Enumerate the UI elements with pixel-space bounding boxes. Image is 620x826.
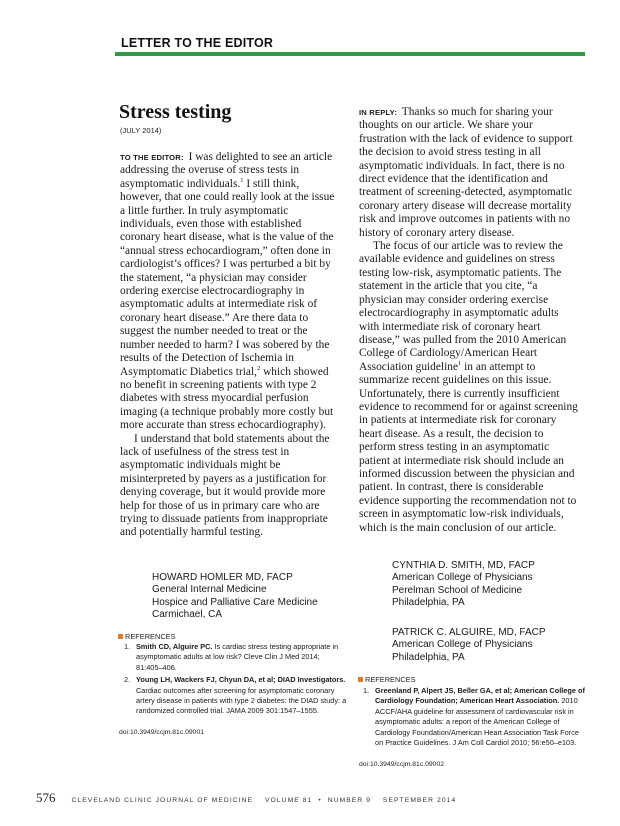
reference-item bbox=[119, 675, 347, 717]
page-number: 576 bbox=[36, 790, 56, 805]
reply-text: The focus of our article was to review the available evidence and guidelines on stress testing low-risk, asymptomatic patients. The statement in the article that you cite, “a physician may consider ordering exercise electrocardiography in asymptomatic adults with intermediate risk of coronary heart disease,” was pulled from the 2010 American College of Cardiology/American Heart Association guideline bbox=[359, 240, 567, 373]
signature-name: CYNTHIA D. SMITH, MD, FACP bbox=[392, 560, 535, 571]
citation-2: 2 bbox=[256, 364, 261, 372]
signature-alguire bbox=[392, 627, 546, 664]
reference-number: 1. bbox=[124, 642, 131, 651]
doi-link[interactable]: doi:10.3949/ccjm.81c.09002 bbox=[359, 761, 445, 768]
reference-authors: Greenland P, Alpert JS, Beller GA, et al; American College of Cardiology Foundation; American Heart Association. bbox=[375, 686, 585, 706]
citation-1: 1 bbox=[458, 359, 462, 367]
signature-homler bbox=[152, 572, 318, 621]
signature-line: Carmichael, CA bbox=[152, 608, 223, 620]
references-list bbox=[358, 686, 586, 750]
signature-line: General Internal Medicine bbox=[152, 584, 267, 596]
reply-text: Thanks so much for sharing your thoughts on our article. We share your frustration with the lack of evidence to support the decision to avoid stress testing in all asymptomatic individuals. In fact, there is no direct evidence that the identification and treatment of screening-detected, asymptomatic coronary artery disease will decrease mortality risk and improve outcomes in patients with no history of coronary artery disease. bbox=[359, 106, 573, 239]
letter-text: I was delighted to see an article addressing the overuse of stress tests in asymptomatic individuals. bbox=[120, 151, 333, 190]
letter-text: which showed no benefit in screening patients with type 2 diabetes with stress myocardial perfusion imaging (a technique probably more costly but more accurate than stress echocardiography). bbox=[120, 365, 334, 432]
reference-text: 2010 ACCF/AHA guideline for assessment of cardiovascular risk in asymptomatic adults: a report of the American College of Cardiology Foundation/American Heart Association Task Force on Practice Guidelines. J Am Coll Cardiol 2010; 56:e50–e103. bbox=[375, 696, 579, 748]
reference-authors: Smith CD, Alguire PC. bbox=[136, 642, 213, 651]
signature-line: Hospice and Palliative Care Medicine bbox=[152, 596, 318, 608]
footer-journal: CLEVELAND CLINIC JOURNAL OF MEDICINE VOLUME 81 • NUMBER 9 SEPTEMBER 2014 bbox=[71, 797, 457, 804]
square-bullet-icon bbox=[358, 677, 363, 682]
issue-date: (JULY 2014) bbox=[120, 126, 162, 135]
signature-line: American College of Physicians bbox=[392, 639, 533, 651]
signature-line: American College of Physicians bbox=[392, 572, 533, 584]
references-heading bbox=[118, 632, 176, 641]
letter-text: I still think, however, that one could really look at the issue a little further. In truly asymptomatic individuals, even those with established coronary heart disease, what is the value of the “annual stress echocardiogram,” often done in cardiologist’s offices? I was perturbed a bit by the statement, “a physician may consider ordering exercise electrocardiography in asymptomatic adults at intermediate risk of coronary heart disease.” Are there data to suggest the number needed to treat or the number needed to harm? I was sobered by the results of the Detection of Ischemia in Asymptomatic Diabetics trial, bbox=[120, 177, 335, 378]
letter-lead: TO THE EDITOR: bbox=[120, 153, 184, 162]
references-heading-text: REFERENCES bbox=[365, 675, 416, 684]
section-label: LETTER TO THE EDITOR bbox=[121, 36, 274, 50]
reply-paragraph-2 bbox=[359, 240, 581, 535]
reference-item bbox=[119, 642, 347, 673]
reference-text: Is cardiac stress testing appropriate in asymptomatic adults at low risk? Cleve Clin J Med 2014; 81:405–406. bbox=[136, 642, 339, 672]
letter-body bbox=[120, 151, 342, 540]
signature-smith bbox=[392, 560, 535, 609]
references-heading-text: REFERENCES bbox=[125, 632, 176, 641]
page-footer bbox=[36, 789, 456, 807]
letter-paragraph-2: I understand that bold statements about the lack of usefulness of the stress test in asymptomatic individuals might be misinterpreted by payers as a justification for denying coverage, but it would provide more help for those of us in primary care who are trying to dissuade patients from inappropriate and potentially harmful testing. bbox=[120, 432, 330, 539]
signature-name: HOWARD HOMLER MD, FACP bbox=[152, 572, 293, 583]
reference-item bbox=[358, 686, 586, 748]
reference-text: Cardiac outcomes after screening for asymptomatic coronary artery disease in patients with type 2 diabetes: the DIAD study: a randomized controlled trial. JAMA 2009 301:1547–1555. bbox=[136, 685, 347, 716]
references-heading bbox=[358, 675, 416, 684]
signature-line: Perelman School of Medicine bbox=[392, 584, 523, 596]
square-bullet-icon bbox=[118, 634, 123, 639]
references-list bbox=[119, 642, 347, 719]
reference-authors: Young LH, Wackers FJ, Chyun DA, et al; DIAD Investigators. bbox=[136, 675, 346, 685]
signature-line: Philadelphia, PA bbox=[392, 651, 465, 663]
reply-body bbox=[359, 106, 581, 535]
signature-line: Philadelphia, PA bbox=[392, 596, 465, 608]
article-title: Stress testing bbox=[119, 101, 232, 123]
signature-name: PATRICK C. ALGUIRE, MD, FACP bbox=[392, 627, 546, 638]
section-rule bbox=[115, 52, 585, 56]
reply-lead: IN REPLY: bbox=[359, 108, 398, 117]
citation-1: 1 bbox=[240, 177, 244, 185]
reply-paragraph-1 bbox=[359, 106, 581, 240]
reference-number: 1. bbox=[363, 686, 370, 695]
doi-link[interactable]: doi:10.3949/ccjm.81c.09001 bbox=[119, 729, 205, 736]
letter-paragraph-1 bbox=[120, 151, 342, 433]
reply-text: in an attempt to summarize recent guidelines on this issue. Unfortunately, there is currently insufficient evidence to recommend for or against screening in patients at intermediate risk for coronary heart disease. As a result, the decision to perform stress testing in an asymptomatic patient at intermediate risk should include an informed discussion between the physician and patient. In contrast, there is considerable evidence supporting the recommendation not to screen in asymptomatic low-risk individuals, which is the main conclusion of our article. bbox=[359, 360, 578, 534]
reference-number: 2. bbox=[124, 675, 131, 685]
